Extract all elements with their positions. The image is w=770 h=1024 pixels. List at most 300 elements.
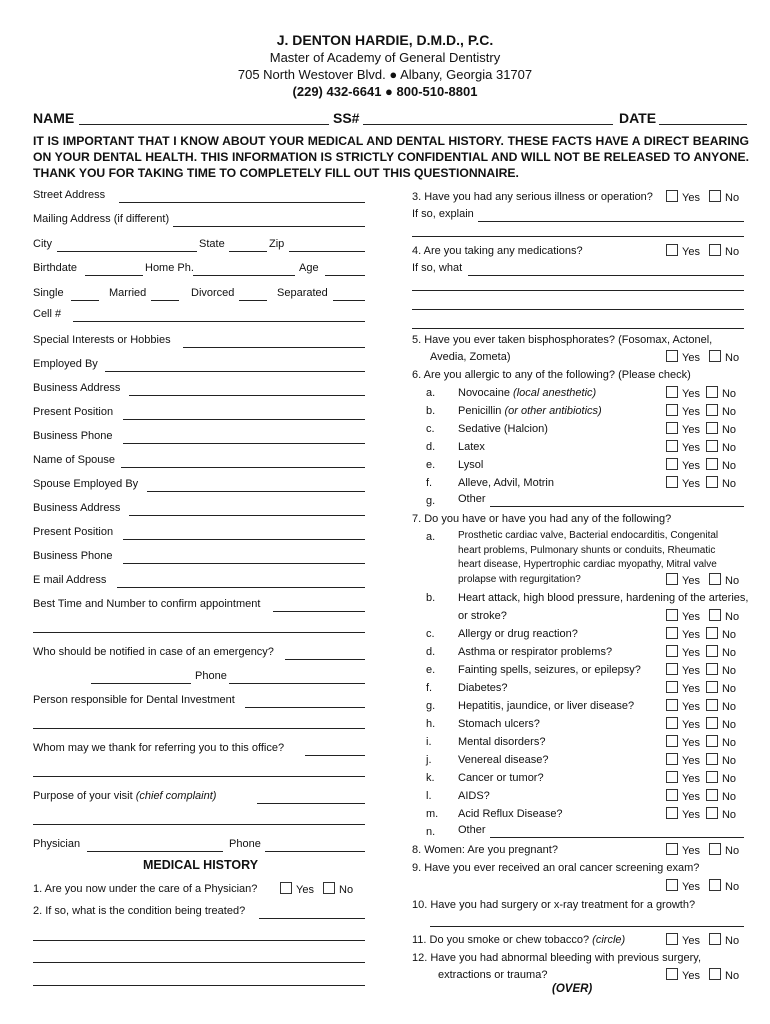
q7b-yes-checkbox[interactable] bbox=[666, 609, 678, 621]
emergency-row bbox=[33, 646, 365, 660]
city-label: City bbox=[33, 238, 52, 250]
q12-no-label: No bbox=[725, 970, 740, 982]
allergy-c-no-label: No bbox=[721, 424, 737, 436]
allergy-f-no-label: No bbox=[721, 478, 737, 490]
condition-f-yes-checkbox[interactable] bbox=[666, 681, 678, 693]
condition-letter: d. bbox=[426, 646, 436, 658]
referral-line-2[interactable] bbox=[33, 776, 365, 777]
q4-what-row bbox=[412, 262, 744, 276]
condition-l-no-label: No bbox=[721, 791, 737, 803]
q11-yes-label: Yes bbox=[682, 935, 700, 947]
condition-g-yes-checkbox[interactable] bbox=[666, 699, 678, 711]
q5-yes-no bbox=[666, 350, 739, 365]
condition-g-no-label: No bbox=[721, 701, 737, 713]
referral-label: Whom may we thank for referring you to this office? bbox=[33, 742, 285, 754]
city-state-zip-row bbox=[33, 238, 365, 252]
allergy-letter: a. bbox=[426, 387, 436, 399]
physician-row bbox=[33, 838, 365, 852]
allergy-item-text: Latex bbox=[458, 441, 485, 453]
q7a-line: heart disease, Hypertrophic cardiac myopathy, Mitral valve bbox=[458, 559, 717, 570]
condition-g-no-checkbox[interactable] bbox=[706, 699, 718, 711]
condition-e-no-checkbox[interactable] bbox=[706, 663, 718, 675]
allergy-e-yes-checkbox[interactable] bbox=[666, 458, 678, 470]
condition-e-yes-no bbox=[666, 663, 736, 678]
allergy-letter: c. bbox=[426, 423, 435, 435]
interests-label: Special Interests or Hobbies bbox=[33, 334, 171, 346]
spouse-phone-label: Business Phone bbox=[33, 550, 113, 562]
q5-yes-checkbox[interactable] bbox=[666, 350, 678, 362]
referral-row bbox=[33, 742, 365, 756]
divorced-label: Divorced bbox=[191, 287, 235, 299]
q7n-letter: n. bbox=[426, 826, 436, 838]
condition-k-yes-checkbox[interactable] bbox=[666, 771, 678, 783]
state-label: State bbox=[199, 238, 225, 250]
q11-yes-checkbox[interactable] bbox=[666, 933, 678, 945]
condition-c-yes-checkbox[interactable] bbox=[666, 627, 678, 639]
q5-text-2: Avedia, Zometa) bbox=[430, 351, 511, 363]
emergency-field[interactable] bbox=[285, 659, 365, 660]
practice-name: J. DENTON HARDIE, D.M.D., P.C. bbox=[276, 32, 494, 48]
condition-m-yes-checkbox[interactable] bbox=[666, 807, 678, 819]
allergy-a-yes-checkbox[interactable] bbox=[666, 386, 678, 398]
q11-text bbox=[412, 933, 625, 947]
condition-j-yes-label: Yes bbox=[682, 755, 700, 767]
intro-notice: IT IS IMPORTANT THAT I KNOW ABOUT YOUR MEDICAL AND DENTAL HISTORY. THESE FACTS HAVE A DIRECT BEARING ON YOUR DENTAL HEALTH. THIS INFORMATION IS STRICTLY CONFIDENTIAL AND WILL NOT BE RELEASED TO ANYONE. THANK YOU FOR TAKING TIME TO COMPLETELY FILL OUT THIS QUESTIONNAIRE. bbox=[33, 134, 749, 180]
q1-no-checkbox[interactable] bbox=[323, 882, 335, 894]
condition-l-no-checkbox[interactable] bbox=[706, 789, 718, 801]
allergy-d-no-label: No bbox=[721, 442, 737, 454]
condition-letter: k. bbox=[426, 772, 435, 784]
best-time-field[interactable] bbox=[273, 611, 365, 612]
married-field[interactable] bbox=[151, 300, 179, 301]
condition-item: Venereal disease? bbox=[458, 754, 549, 766]
responsible-row bbox=[33, 694, 365, 708]
condition-item: Hepatitis, jaundice, or liver disease? bbox=[458, 700, 635, 712]
cell-row bbox=[33, 308, 365, 322]
mailing-address-label: Mailing Address (if different) bbox=[33, 213, 170, 225]
condition-f-no-checkbox[interactable] bbox=[706, 681, 718, 693]
condition-k-no-checkbox[interactable] bbox=[706, 771, 718, 783]
q1-yes-no bbox=[280, 882, 353, 897]
q7a-yes-no bbox=[666, 573, 739, 588]
condition-e-yes-label: Yes bbox=[682, 665, 700, 677]
q1-no-label: No bbox=[339, 884, 354, 896]
spouse-employed-field[interactable] bbox=[147, 491, 365, 492]
allergy-item-text: Novocaine bbox=[458, 387, 514, 399]
allergy-item bbox=[458, 386, 596, 400]
allergy-d-yes-no bbox=[666, 440, 736, 455]
responsible-line-2[interactable] bbox=[33, 728, 365, 729]
q8-no-checkbox[interactable] bbox=[709, 843, 721, 855]
condition-i-no-checkbox[interactable] bbox=[706, 735, 718, 747]
q11-no-checkbox[interactable] bbox=[709, 933, 721, 945]
allergy-g-letter: g. bbox=[426, 495, 436, 507]
q5-yes-label: Yes bbox=[682, 352, 700, 364]
home-phone-label: Home Ph. bbox=[145, 262, 194, 274]
q9-yes-checkbox[interactable] bbox=[666, 879, 678, 891]
single-field[interactable] bbox=[71, 300, 99, 301]
allergy-b-yes-no bbox=[666, 404, 736, 419]
purpose-label-italic: (chief complaint) bbox=[135, 790, 217, 802]
best-time-label: Best Time and Number to confirm appointment bbox=[33, 598, 261, 610]
q7b-no-checkbox[interactable] bbox=[709, 609, 721, 621]
allergy-d-no-checkbox[interactable] bbox=[706, 440, 718, 452]
business-address-field[interactable] bbox=[129, 395, 365, 396]
condition-letter: h. bbox=[426, 718, 436, 730]
q3-yes-label: Yes bbox=[682, 192, 700, 204]
name-field[interactable] bbox=[79, 124, 329, 125]
practice-address: 705 North Westover Blvd. ● Albany, Georgia 31707 bbox=[237, 67, 533, 82]
condition-item: Stomach ulcers? bbox=[458, 718, 540, 730]
medical-history-heading: MEDICAL HISTORY bbox=[143, 858, 259, 872]
condition-item: Fainting spells, seizures, or epilepsy? bbox=[458, 664, 641, 676]
employed-by-label: Employed By bbox=[33, 358, 98, 370]
condition-e-no-label: No bbox=[721, 665, 737, 677]
best-time-line-2[interactable] bbox=[33, 632, 365, 633]
purpose-label bbox=[33, 790, 216, 802]
q2-line-2[interactable] bbox=[33, 940, 365, 941]
q4-yes-label: Yes bbox=[682, 246, 700, 258]
q7a-no-checkbox[interactable] bbox=[709, 573, 721, 585]
spouse-position-row bbox=[33, 526, 365, 540]
q7b-no-label: No bbox=[725, 611, 740, 623]
emergency-contact-field[interactable] bbox=[91, 683, 191, 684]
condition-c-no-checkbox[interactable] bbox=[706, 627, 718, 639]
q5-no-checkbox[interactable] bbox=[709, 350, 721, 362]
allergy-b-no-label: No bbox=[721, 406, 737, 418]
condition-m-no-checkbox[interactable] bbox=[706, 807, 718, 819]
allergy-e-yes-label: Yes bbox=[682, 460, 700, 472]
condition-d-yes-label: Yes bbox=[682, 647, 700, 659]
q2-field[interactable] bbox=[259, 918, 365, 919]
q3-explain-row bbox=[412, 208, 744, 222]
condition-c-yes-no bbox=[666, 627, 736, 642]
q7a-line: Prosthetic cardiac valve, Bacterial endocarditis, Congenital bbox=[458, 530, 719, 541]
q7b-yes-label: Yes bbox=[682, 611, 700, 623]
ssn-label: SS# bbox=[333, 110, 360, 126]
emergency-phone-label: Phone bbox=[195, 670, 227, 682]
condition-m-yes-label: Yes bbox=[682, 809, 700, 821]
business-phone-row bbox=[33, 430, 365, 444]
separated-label: Separated bbox=[277, 287, 328, 299]
condition-l-yes-label: Yes bbox=[682, 791, 700, 803]
q12-yes-no bbox=[666, 968, 739, 983]
zip-field[interactable] bbox=[289, 251, 365, 252]
business-address-row bbox=[33, 382, 365, 396]
condition-h-no-checkbox[interactable] bbox=[706, 717, 718, 729]
q9-yes-no bbox=[666, 879, 739, 894]
present-position-field[interactable] bbox=[123, 419, 365, 420]
purpose-row bbox=[33, 790, 365, 804]
birthdate-label: Birthdate bbox=[33, 262, 78, 274]
q10-text: 10. Have you had surgery or x-ray treatment for a growth? bbox=[412, 899, 696, 911]
allergy-letter: d. bbox=[426, 441, 436, 453]
allergy-f-yes-checkbox[interactable] bbox=[666, 476, 678, 488]
business-phone-field[interactable] bbox=[123, 443, 365, 444]
condition-item: AIDS? bbox=[458, 790, 490, 802]
condition-item: Cancer or tumor? bbox=[458, 772, 544, 784]
spouse-position-field[interactable] bbox=[123, 539, 365, 540]
condition-m-yes-no bbox=[666, 807, 736, 822]
q12-text-1: 12. Have you had abnormal bleeding with previous surgery, bbox=[412, 952, 702, 964]
allergy-a-no-label: No bbox=[721, 388, 737, 400]
allergy-letter: b. bbox=[426, 405, 436, 417]
allergy-item-note: (local anesthetic) bbox=[513, 387, 597, 399]
q4-what-label: If so, what bbox=[412, 262, 463, 274]
allergy-a-no-checkbox[interactable] bbox=[706, 386, 718, 398]
condition-g-yes-label: Yes bbox=[682, 701, 700, 713]
q3-no-label: No bbox=[725, 192, 740, 204]
spouse-business-address-field[interactable] bbox=[129, 515, 365, 516]
q3-text: 3. Have you had any serious illness or operation? bbox=[412, 191, 653, 203]
responsible-field[interactable] bbox=[245, 707, 365, 708]
q3-yes-checkbox[interactable] bbox=[666, 190, 678, 202]
allergy-d-yes-checkbox[interactable] bbox=[666, 440, 678, 452]
allergy-e-yes-no bbox=[666, 458, 736, 473]
condition-item: Asthma or respirator problems? bbox=[458, 646, 613, 658]
mailing-address-row bbox=[33, 213, 365, 227]
condition-j-yes-no bbox=[666, 753, 736, 768]
condition-j-yes-checkbox[interactable] bbox=[666, 753, 678, 765]
q12-yes-checkbox[interactable] bbox=[666, 968, 678, 980]
allergy-other-row bbox=[458, 493, 744, 507]
condition-item: Mental disorders? bbox=[458, 736, 546, 748]
q7b-letter: b. bbox=[426, 592, 436, 604]
condition-i-yes-no bbox=[666, 735, 736, 750]
condition-h-yes-checkbox[interactable] bbox=[666, 717, 678, 729]
condition-letter: f. bbox=[426, 682, 433, 694]
emergency-phone-field[interactable] bbox=[229, 683, 365, 684]
q4-no-checkbox[interactable] bbox=[709, 244, 721, 256]
condition-k-no-label: No bbox=[721, 773, 737, 785]
condition-h-yes-no bbox=[666, 717, 736, 732]
state-field[interactable] bbox=[229, 251, 267, 252]
responsible-label: Person responsible for Dental Investment bbox=[33, 694, 235, 706]
date-label: DATE bbox=[619, 110, 657, 126]
street-address-row bbox=[33, 189, 365, 203]
cell-field[interactable] bbox=[73, 321, 365, 322]
purpose-field[interactable] bbox=[257, 803, 365, 804]
condition-letter: e. bbox=[426, 664, 436, 676]
condition-letter: m. bbox=[426, 808, 439, 820]
allergy-item bbox=[458, 440, 485, 454]
q4-line-3[interactable] bbox=[412, 309, 744, 310]
physician-field[interactable] bbox=[87, 851, 223, 852]
business-address-label: Business Address bbox=[33, 382, 121, 394]
birthdate-field[interactable] bbox=[85, 275, 143, 276]
spouse-business-address-row bbox=[33, 502, 365, 516]
purpose-line-2[interactable] bbox=[33, 824, 365, 825]
employed-by-field[interactable] bbox=[105, 371, 365, 372]
q7a-yes-label: Yes bbox=[682, 575, 700, 587]
q8-yes-no bbox=[666, 843, 739, 858]
allergy-f-yes-label: Yes bbox=[682, 478, 700, 490]
q9-no-label: No bbox=[725, 881, 740, 893]
allergy-item-text: Penicillin bbox=[458, 405, 505, 417]
condition-other-row bbox=[458, 824, 744, 838]
birthdate-row bbox=[33, 262, 365, 276]
referral-field[interactable] bbox=[305, 755, 365, 756]
q7a-letter: a. bbox=[426, 531, 436, 543]
allergy-e-no-checkbox[interactable] bbox=[706, 458, 718, 470]
condition-j-no-label: No bbox=[721, 755, 737, 767]
q7a-yes-checkbox[interactable] bbox=[666, 573, 678, 585]
q3-no-checkbox[interactable] bbox=[709, 190, 721, 202]
name-label: NAME bbox=[33, 110, 75, 126]
street-address-field[interactable] bbox=[119, 202, 365, 203]
q3-explain-field[interactable] bbox=[478, 221, 744, 222]
condition-i-no-label: No bbox=[721, 737, 737, 749]
physician-label: Physician bbox=[33, 838, 81, 850]
condition-letter: c. bbox=[426, 628, 435, 640]
age-label: Age bbox=[299, 262, 319, 274]
spouse-phone-field[interactable] bbox=[123, 563, 365, 564]
allergy-b-yes-checkbox[interactable] bbox=[666, 404, 678, 416]
condition-d-yes-no bbox=[666, 645, 736, 660]
age-field[interactable] bbox=[325, 275, 365, 276]
business-phone-label: Business Phone bbox=[33, 430, 113, 442]
street-address-label: Street Address bbox=[33, 189, 106, 201]
physician-phone-field[interactable] bbox=[265, 851, 365, 852]
condition-letter: g. bbox=[426, 700, 436, 712]
condition-c-yes-label: Yes bbox=[682, 629, 700, 641]
allergy-b-yes-label: Yes bbox=[682, 406, 700, 418]
ssn-field[interactable] bbox=[363, 124, 613, 125]
present-position-label: Present Position bbox=[33, 406, 114, 418]
single-label: Single bbox=[33, 287, 64, 299]
allergy-other-field[interactable] bbox=[490, 506, 744, 507]
practice-phones: (229) 432-6641 ● 800-510-8801 bbox=[292, 84, 478, 99]
allergy-other-label: Other bbox=[458, 493, 486, 505]
allergy-c-yes-checkbox[interactable] bbox=[666, 422, 678, 434]
name-ssn-date-row bbox=[33, 110, 747, 128]
q3-yes-no bbox=[666, 190, 739, 205]
q11-no-label: No bbox=[725, 935, 740, 947]
q7-text: 7. Do you have or have you had any of the following? bbox=[412, 513, 672, 525]
city-field[interactable] bbox=[57, 251, 197, 252]
allergy-item bbox=[458, 458, 483, 472]
q5-text-1: 5. Have you ever taken bisphosphorates? (Fosomax, Actonel, bbox=[412, 334, 713, 346]
divorced-field[interactable] bbox=[239, 300, 267, 301]
spouse-business-address-label: Business Address bbox=[33, 502, 121, 514]
q1-yes-label: Yes bbox=[296, 884, 314, 896]
marital-status-row bbox=[33, 287, 365, 301]
spouse-position-label: Present Position bbox=[33, 526, 114, 538]
spouse-employed-label: Spouse Employed By bbox=[33, 478, 139, 490]
q8-yes-label: Yes bbox=[682, 845, 700, 857]
allergy-item-text: Sedative (Halcion) bbox=[458, 423, 548, 435]
interests-field[interactable] bbox=[183, 347, 365, 348]
q11-text-main: 11. Do you smoke or chew tobacco? bbox=[412, 934, 593, 946]
condition-i-yes-checkbox[interactable] bbox=[666, 735, 678, 747]
q11-text-italic: (circle) bbox=[592, 934, 626, 946]
condition-item: Diabetes? bbox=[458, 682, 508, 694]
q7a-line: heart problems, Pulmonary shunts or conduits, Rheumatic bbox=[458, 544, 716, 556]
q7b-text-2: or stroke? bbox=[458, 610, 507, 622]
q12-yes-label: Yes bbox=[682, 970, 700, 982]
present-position-row bbox=[33, 406, 365, 420]
spouse-name-field[interactable] bbox=[121, 467, 365, 468]
condition-e-yes-checkbox[interactable] bbox=[666, 663, 678, 675]
q4-line-2[interactable] bbox=[412, 290, 744, 291]
condition-item: Acid Reflux Disease? bbox=[458, 808, 563, 820]
q9-text: 9. Have you ever received an oral cancer screening exam? bbox=[412, 862, 700, 874]
q7b-yes-no bbox=[666, 609, 739, 624]
condition-g-yes-no bbox=[666, 699, 736, 714]
q11-yes-no bbox=[666, 933, 739, 948]
condition-f-yes-no bbox=[666, 681, 736, 696]
q12-no-checkbox[interactable] bbox=[709, 968, 721, 980]
interests-row bbox=[33, 334, 365, 348]
q4-what-field[interactable] bbox=[468, 275, 744, 276]
q2-text: 2. If so, what is the condition being treated? bbox=[33, 905, 246, 917]
allergy-item bbox=[458, 422, 548, 436]
condition-letter: l. bbox=[426, 790, 432, 802]
condition-k-yes-label: Yes bbox=[682, 773, 700, 785]
emergency-phone-row bbox=[33, 670, 365, 684]
married-label: Married bbox=[109, 287, 147, 299]
condition-d-yes-checkbox[interactable] bbox=[666, 645, 678, 657]
separated-field[interactable] bbox=[333, 300, 365, 301]
q4-yes-checkbox[interactable] bbox=[666, 244, 678, 256]
q2-line-4[interactable] bbox=[33, 985, 365, 986]
condition-k-yes-no bbox=[666, 771, 736, 786]
q9-no-checkbox[interactable] bbox=[709, 879, 721, 891]
condition-other-field[interactable] bbox=[490, 837, 744, 838]
q1-yes-checkbox[interactable] bbox=[280, 882, 292, 894]
condition-h-no-label: No bbox=[721, 719, 737, 731]
condition-j-no-checkbox[interactable] bbox=[706, 753, 718, 765]
employed-by-row bbox=[33, 358, 365, 372]
q2-row bbox=[33, 905, 365, 919]
q8-no-label: No bbox=[725, 845, 740, 857]
spouse-name-row bbox=[33, 454, 365, 468]
allergy-item-text: Lysol bbox=[458, 459, 484, 471]
condition-f-yes-label: Yes bbox=[682, 683, 700, 695]
allergy-c-no-checkbox[interactable] bbox=[706, 422, 718, 434]
condition-l-yes-checkbox[interactable] bbox=[666, 789, 678, 801]
q4-line-4[interactable] bbox=[412, 328, 744, 329]
home-phone-field[interactable] bbox=[193, 275, 295, 276]
q5-no-label: No bbox=[725, 352, 740, 364]
q8-text: 8. Women: Are you pregnant? bbox=[412, 844, 558, 856]
allergy-a-yes-no bbox=[666, 386, 736, 401]
q1-text: 1. Are you now under the care of a Physician? bbox=[33, 883, 258, 895]
allergy-f-yes-no bbox=[666, 476, 736, 491]
condition-i-yes-label: Yes bbox=[682, 737, 700, 749]
mailing-address-field[interactable] bbox=[173, 226, 365, 227]
allergy-b-no-checkbox[interactable] bbox=[706, 404, 718, 416]
q4-yes-no bbox=[666, 244, 739, 259]
q10-line[interactable] bbox=[430, 926, 744, 927]
q12-text-2: extractions or trauma? bbox=[438, 969, 548, 981]
condition-l-yes-no bbox=[666, 789, 736, 804]
condition-d-no-label: No bbox=[721, 647, 737, 659]
purpose-label-text: Purpose of your visit bbox=[33, 790, 136, 802]
condition-d-no-checkbox[interactable] bbox=[706, 645, 718, 657]
q7b-text-1: Heart attack, high blood pressure, hardening of the arteries, bbox=[458, 592, 749, 604]
spouse-employed-row bbox=[33, 478, 365, 492]
email-field[interactable] bbox=[117, 587, 365, 588]
q8-yes-checkbox[interactable] bbox=[666, 843, 678, 855]
practice-subtitle: Master of Academy of General Dentistry bbox=[269, 50, 501, 65]
q3-explain-label: If so, explain bbox=[412, 208, 474, 220]
q2-line-3[interactable] bbox=[33, 962, 365, 963]
condition-item: Allergy or drug reaction? bbox=[458, 628, 578, 640]
allergy-f-no-checkbox[interactable] bbox=[706, 476, 718, 488]
date-field[interactable] bbox=[659, 124, 747, 125]
q3-line-2[interactable] bbox=[412, 236, 744, 237]
